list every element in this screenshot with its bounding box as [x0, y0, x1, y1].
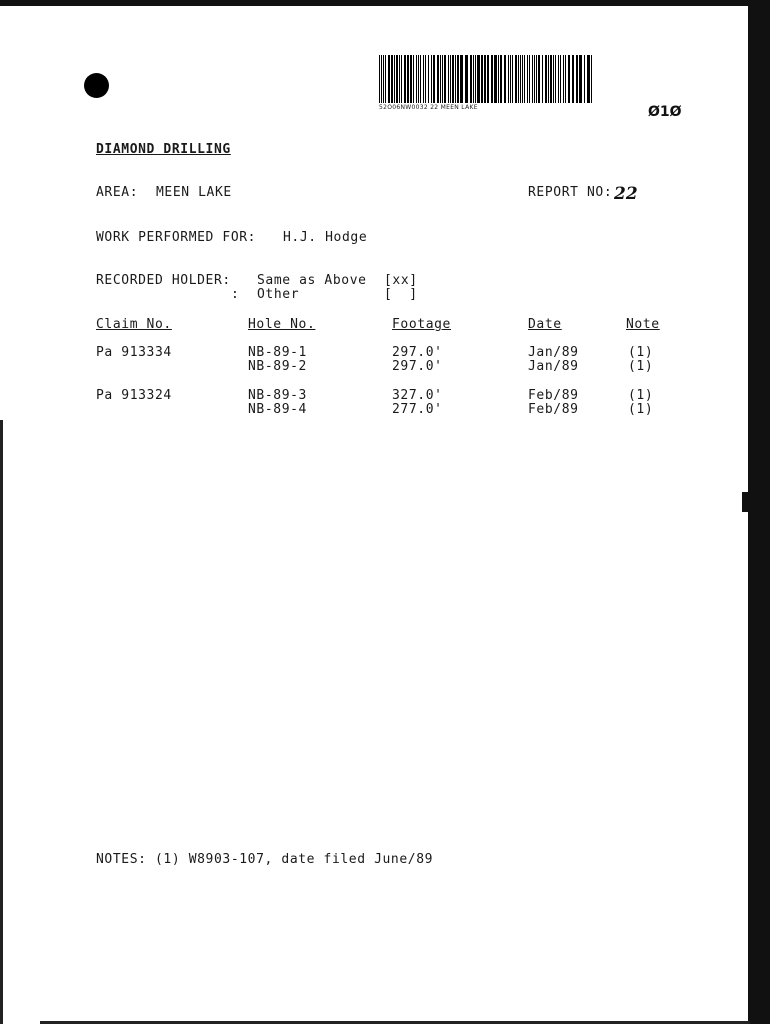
cell-hole: NB-89-1 — [248, 345, 307, 360]
barcode-bar — [548, 55, 549, 103]
barcode-bar — [394, 55, 395, 103]
cell-hole: NB-89-4 — [248, 402, 307, 417]
barcode-bar — [510, 55, 511, 103]
barcode-bar — [465, 55, 468, 103]
work-performed-label: WORK PERFORMED FOR: — [96, 230, 257, 245]
barcode-bar — [470, 55, 472, 103]
barcode-bar — [455, 55, 456, 103]
barcode-bar — [576, 55, 578, 103]
barcode-bar — [579, 55, 582, 103]
barcode-bar — [448, 55, 449, 103]
barcode-bar — [433, 55, 435, 103]
scan-border-left — [0, 420, 3, 1024]
cell-footage: 327.0' — [392, 388, 443, 403]
barcode-bar — [407, 55, 409, 103]
holder-same-checkbox: [xx] — [384, 273, 418, 288]
barcode-bar — [391, 55, 393, 103]
barcode-bar — [423, 55, 424, 103]
barcode-bar — [477, 55, 480, 103]
barcode-bar — [515, 55, 517, 103]
cell-date: Feb/89 — [528, 388, 579, 403]
barcode-bar — [487, 55, 489, 103]
barcode-bar — [524, 55, 525, 103]
holder-other-prefix: : — [231, 287, 240, 302]
cell-hole: NB-89-3 — [248, 388, 307, 403]
barcode-bar — [494, 55, 497, 103]
report-number: 22 — [614, 184, 638, 204]
barcode-bar — [529, 55, 530, 103]
cell-date: Jan/89 — [528, 359, 579, 374]
barcode-bar — [553, 55, 554, 103]
barcode-bar — [536, 55, 537, 103]
barcode-bar — [532, 55, 533, 103]
barcode-bar — [484, 55, 486, 103]
header-note: Note — [626, 317, 660, 332]
barcode-bar — [584, 55, 585, 103]
cell-date: Feb/89 — [528, 402, 579, 417]
cell-claim: Pa 913334 — [96, 345, 172, 360]
barcode-bar — [591, 55, 592, 103]
barcode-label: 52O06NW0032 22 MEEN LAKE — [379, 104, 478, 111]
barcode-bar — [500, 55, 502, 103]
cell-footage: 297.0' — [392, 359, 443, 374]
barcode-bar — [508, 55, 509, 103]
barcode-bar — [425, 55, 426, 103]
barcode-bar — [383, 55, 384, 103]
barcode-bar — [450, 55, 451, 103]
scan-border-top — [0, 0, 770, 6]
barcode-bar — [457, 55, 459, 103]
area-value: MEEN LAKE — [156, 185, 232, 200]
barcode-bar — [522, 55, 523, 103]
report-label: REPORT NO: — [528, 185, 613, 200]
barcode-bar — [440, 55, 441, 103]
barcode-bar — [498, 55, 499, 103]
barcode-bar — [545, 55, 547, 103]
barcode-bar — [568, 55, 570, 103]
barcode-bar — [437, 55, 439, 103]
barcode-bar — [388, 55, 390, 103]
cell-note: (1) — [628, 359, 654, 374]
barcode-bar — [460, 55, 463, 103]
barcode-bar — [379, 55, 380, 103]
barcode-bar — [428, 55, 429, 103]
barcode-bar — [396, 55, 398, 103]
barcode-bar — [563, 55, 564, 103]
barcode-bar — [518, 55, 519, 103]
cell-note: (1) — [628, 345, 654, 360]
barcode-bar — [550, 55, 552, 103]
barcode-bar — [452, 55, 454, 103]
barcode-bar — [442, 55, 443, 103]
cell-footage: 277.0' — [392, 402, 443, 417]
header-hole-no: Hole No. — [248, 317, 316, 332]
holder-same-label: Same as Above — [257, 273, 367, 288]
barcode-bar — [520, 55, 521, 103]
barcode-bar — [565, 55, 566, 103]
header-date: Date — [528, 317, 562, 332]
cell-footage: 297.0' — [392, 345, 443, 360]
recorded-holder-label: RECORDED HOLDER: — [96, 273, 231, 288]
barcode-bar — [416, 55, 417, 103]
punch-hole — [84, 73, 109, 98]
barcode-bar — [420, 55, 421, 103]
barcode-bar — [527, 55, 528, 103]
area-label: AREA: — [96, 185, 139, 200]
cell-note: (1) — [628, 388, 654, 403]
cell-date: Jan/89 — [528, 345, 579, 360]
barcode-bar — [399, 55, 400, 103]
document-number: Ø1Ø — [648, 104, 682, 120]
barcode-bar — [481, 55, 483, 103]
barcode-bar — [444, 55, 446, 103]
holder-other-checkbox: [ ] — [384, 287, 418, 302]
barcode-bar — [473, 55, 474, 103]
barcode-bar — [538, 55, 540, 103]
cell-claim: Pa 913324 — [96, 388, 172, 403]
header-claim-no: Claim No. — [96, 317, 172, 332]
barcode-bar — [381, 55, 382, 103]
barcode-bar — [401, 55, 402, 103]
barcode-bar — [504, 55, 506, 103]
barcode-bar — [572, 55, 574, 103]
barcode-bar — [491, 55, 493, 103]
barcode-image — [379, 55, 595, 103]
holder-other-label: Other — [257, 287, 300, 302]
barcode-bar — [558, 55, 559, 103]
scan-border-right — [748, 0, 770, 1024]
barcode-bar — [555, 55, 556, 103]
cell-note: (1) — [628, 402, 654, 417]
notes-text: NOTES: (1) W8903-107, date filed June/89 — [96, 852, 434, 867]
barcode-bar — [560, 55, 561, 103]
work-performed-value: H.J. Hodge — [283, 230, 368, 245]
barcode-bar — [410, 55, 412, 103]
barcode-bar — [542, 55, 543, 103]
header-footage: Footage — [392, 317, 451, 332]
barcode-bar — [534, 55, 535, 103]
scan-border-mark — [742, 492, 748, 512]
barcode-bar — [418, 55, 419, 103]
barcode-bar — [404, 55, 406, 103]
barcode-bar — [385, 55, 386, 103]
page-title: DIAMOND DRILLING — [96, 142, 231, 157]
barcode-bar — [413, 55, 414, 103]
barcode-bar — [475, 55, 476, 103]
barcode-bar — [587, 55, 590, 103]
cell-hole: NB-89-2 — [248, 359, 307, 374]
barcode-bar — [431, 55, 432, 103]
barcode-bar — [512, 55, 513, 103]
